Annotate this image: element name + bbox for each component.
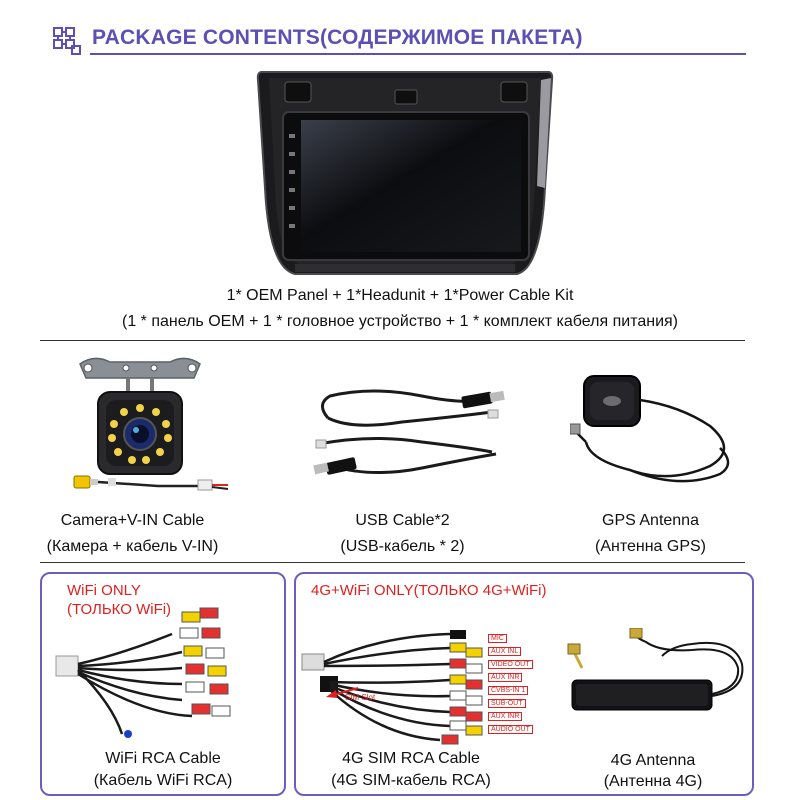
connector-tag: AUX INR [488, 673, 522, 682]
usb-caption-ru: (USB-кабель * 2) [340, 538, 465, 555]
main-item-caption: 1* OEM Panel + 1*Headunit + 1*Power Cable Kit [226, 287, 574, 304]
sim-slot-label: SIM Slot [345, 693, 376, 702]
wifi-rca-caption-ru: (Кабель WiFi RCA) [93, 772, 233, 789]
package-icon [52, 26, 82, 56]
connector-tag: MIC [488, 634, 507, 643]
gps-caption-ru: (Антенна GPS) [594, 538, 706, 555]
usb-caption: USB Cable*2 [355, 512, 450, 529]
title-underline [90, 53, 746, 55]
gps-caption: GPS Antenna [602, 512, 699, 529]
page-title: PACKAGE CONTENTS(СОДЕРЖИМОЕ ПАКЕТА) [92, 26, 583, 49]
wifi-rca-caption: WiFi RCA Cable [105, 750, 221, 767]
connector-tag: CVBS-IN 1 [488, 686, 528, 695]
4g-rca-caption-ru: (4G SIM-кабель RCA) [331, 772, 491, 789]
connector-tag: AUX INL [488, 647, 521, 656]
4g-rca-caption: 4G SIM RCA Cable [342, 750, 480, 767]
divider [40, 340, 745, 341]
vin-cable-image [68, 466, 238, 500]
connector-tag: AUDIO OUT [488, 725, 533, 734]
4g-wifi-label: 4G+WiFi ONLY(ТОЛЬКО 4G+WiFi) [311, 582, 547, 599]
camera-caption-ru: (Камера + кабель V-IN) [46, 538, 219, 555]
gps-antenna-image [570, 370, 740, 496]
connector-tags [488, 634, 548, 734]
camera-caption: Camera+V-IN Cable [60, 512, 205, 529]
usb-cable-image [312, 382, 512, 492]
headunit-image [255, 68, 555, 280]
4g-antenna-caption-ru: (Антенна 4G) [603, 773, 703, 790]
divider [40, 562, 745, 563]
main-item-caption-ru: (1 * панель OEM + 1 * головное устройство + 1 * комплект кабеля питания) [121, 313, 678, 330]
connector-tag: VIDEO OUT [488, 660, 533, 669]
wifi-only-label: WiFi ONLY [67, 582, 141, 599]
wifi-rca-cable-image [52, 604, 252, 740]
connector-tag: SUB-OUT [488, 699, 526, 708]
4g-antenna-image [562, 628, 748, 744]
4g-antenna-caption: 4G Antenna [610, 752, 696, 769]
wifi-only-label-ru: (ТОЛЬКО WiFi) [67, 601, 172, 618]
connector-tag: AUX INR [488, 712, 522, 721]
